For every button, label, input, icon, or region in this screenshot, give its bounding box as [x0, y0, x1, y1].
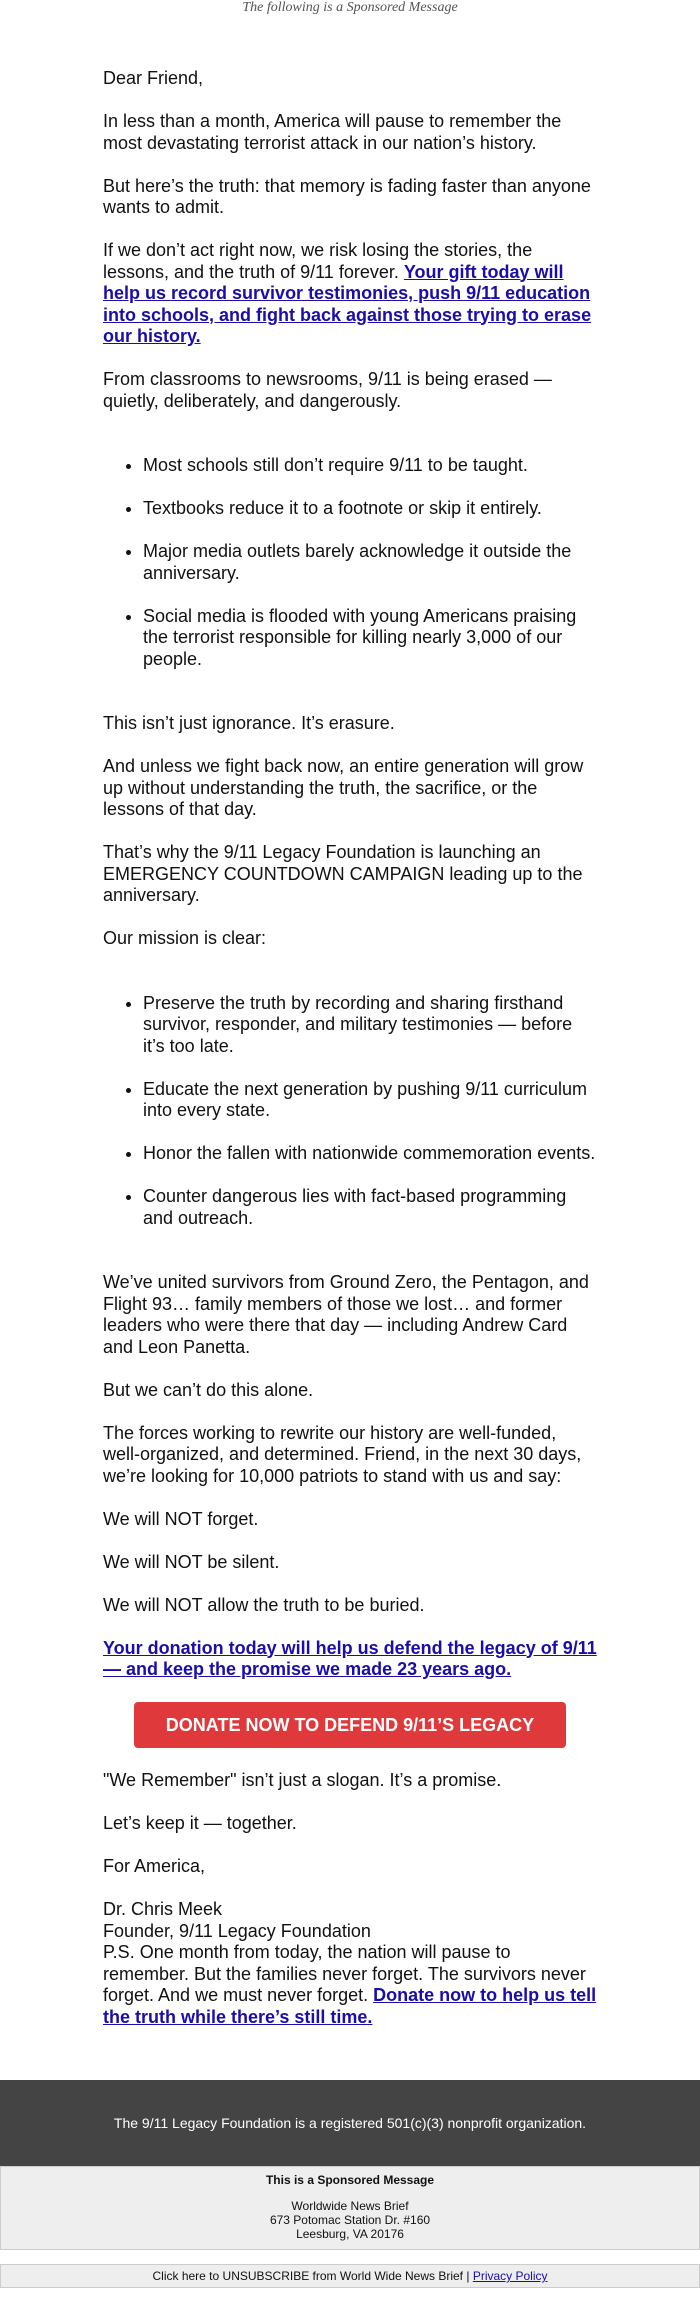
sponsored-message-note: The following is a Sponsored Message [242, 0, 458, 15]
paragraph-11: The forces working to rewrite our history are well-funded, well-organized, and determined. Friend, in the next 30 days, we’re looking for 10,000 patriots to stand with us and say: [103, 1422, 582, 1486]
paragraph-2: But here’s the truth: that memory is fading faster than anyone wants to admit. [103, 175, 591, 217]
list-item: • Preserve the truth by recording and sharing firsthand survivor, responder, and military testimonies — before it’s too late. [143, 993, 597, 1058]
paragraph-14: We will NOT allow the truth to be buried. [103, 1594, 425, 1615]
signature-title: Founder, 9/11 Legacy Foundation [103, 1920, 371, 1941]
nonprofit-footer [0, 2080, 700, 2166]
paragraph-10: But we can’t do this alone. [103, 1379, 314, 1400]
paragraph-15: "We Remember" isn’t just a slogan. It’s a promise. [103, 1770, 502, 1790]
list-item: • Honor the fallen with nationwide commemoration events. [143, 1143, 597, 1165]
ps-donate-link[interactable]: Donate now to help us tell the truth while there’s still time. [103, 1985, 597, 2027]
email-body [103, 16, 597, 2028]
paragraph-8: Our mission is clear: [103, 928, 267, 948]
list-item: • Educate the next generation by pushing 9/11 curriculum into every state. [143, 1079, 597, 1122]
paragraph-6: And unless we fight back now, an entire generation will grow up without understanding the truth, the sacrifice, or the lessons of that day. [103, 756, 584, 819]
list-item: • Major media outlets barely acknowledge it outside the anniversary. [143, 541, 597, 584]
paragraph-5: This isn’t just ignorance. It’s erasure. [103, 713, 395, 733]
paragraph-13: We will NOT be silent. [103, 1551, 280, 1572]
cta-container [103, 1702, 597, 1748]
signature-block [103, 1899, 597, 2028]
postscript-text: P.S. One month from today, the nation will pause to remember. But the families never forget. The survivors never forget. And we must never forget. [103, 1942, 586, 2005]
list-item: • Counter dangerous lies with fact-based programming and outreach. [143, 1186, 597, 1229]
list-item: • Textbooks reduce it to a footnote or skip it entirely. [143, 498, 597, 520]
paragraph-3-text: If we don’t act right now, we risk losing the stories, the lessons, and the truth of 9/11 forever. [103, 240, 533, 282]
sponsor-title: This is a Sponsored Message [265, 2173, 435, 2187]
mission-list [103, 993, 597, 1230]
closing: For America, [103, 1856, 206, 1876]
unsubscribe-bar [0, 2264, 700, 2288]
paragraph-7: That’s why the 9/11 Legacy Foundation is launching an EMERGENCY COUNTDOWN CAMPAIGN leading up to the anniversary. [103, 842, 583, 905]
signature-name: Dr. Chris Meek [103, 1899, 223, 1919]
erasure-list [103, 455, 597, 670]
paragraph-4: From classrooms to newsrooms, 9/11 is being erased — quietly, deliberately, and dangerously. [103, 369, 552, 411]
sponsor-address-line2: Leesburg, VA 20176 [296, 2227, 404, 2241]
list-item: • Social media is flooded with young Americans praising the terrorist responsible for killing nearly 3,000 of our people. [143, 606, 597, 671]
list-item: • Most schools still don’t require 9/11 to be taught. [143, 455, 597, 477]
gift-link[interactable]: Your gift today will help us record survivor testimonies, push 9/11 education into schools, and fight back against those trying to erase our history. [103, 261, 592, 346]
sponsor-name: Worldwide News Brief [291, 2199, 409, 2213]
postscript [103, 1942, 597, 2028]
paragraph-16: Let’s keep it — together. [103, 1813, 297, 1833]
privacy-policy-link[interactable]: Privacy Policy [472, 2269, 548, 2283]
greeting: Dear Friend, [103, 68, 204, 88]
donate-now-button[interactable]: DONATE NOW TO DEFEND 9/11’S LEGACY [134, 1702, 566, 1748]
cta-heading [103, 1638, 597, 1681]
paragraph-3 [103, 240, 597, 348]
sponsor-footer [0, 2166, 700, 2250]
unsubscribe-link[interactable]: Click here to UNSUBSCRIBE from World Wide News Brief | [152, 2269, 473, 2283]
sponsor-address-line1: 673 Potomac Station Dr. #160 [269, 2213, 431, 2227]
paragraph-9: We’ve united survivors from Ground Zero, the Pentagon, and Flight 93… family members of those we lost… and former leaders who were there that day — including Andrew Card and Leon Panetta. [103, 1272, 589, 1357]
paragraph-12: We will NOT forget. [103, 1508, 259, 1529]
donation-link[interactable]: Your donation today will help us defend the legacy of 9/11 — and keep the promise we made 23 years ago. [103, 1637, 597, 1679]
paragraph-1: In less than a month, America will pause to remember the most devastating terrorist attack in our nation’s history. [103, 111, 562, 153]
nonprofit-note: The 9/11 Legacy Foundation is a registered 501(c)(3) nonprofit organization. [113, 2115, 587, 2131]
